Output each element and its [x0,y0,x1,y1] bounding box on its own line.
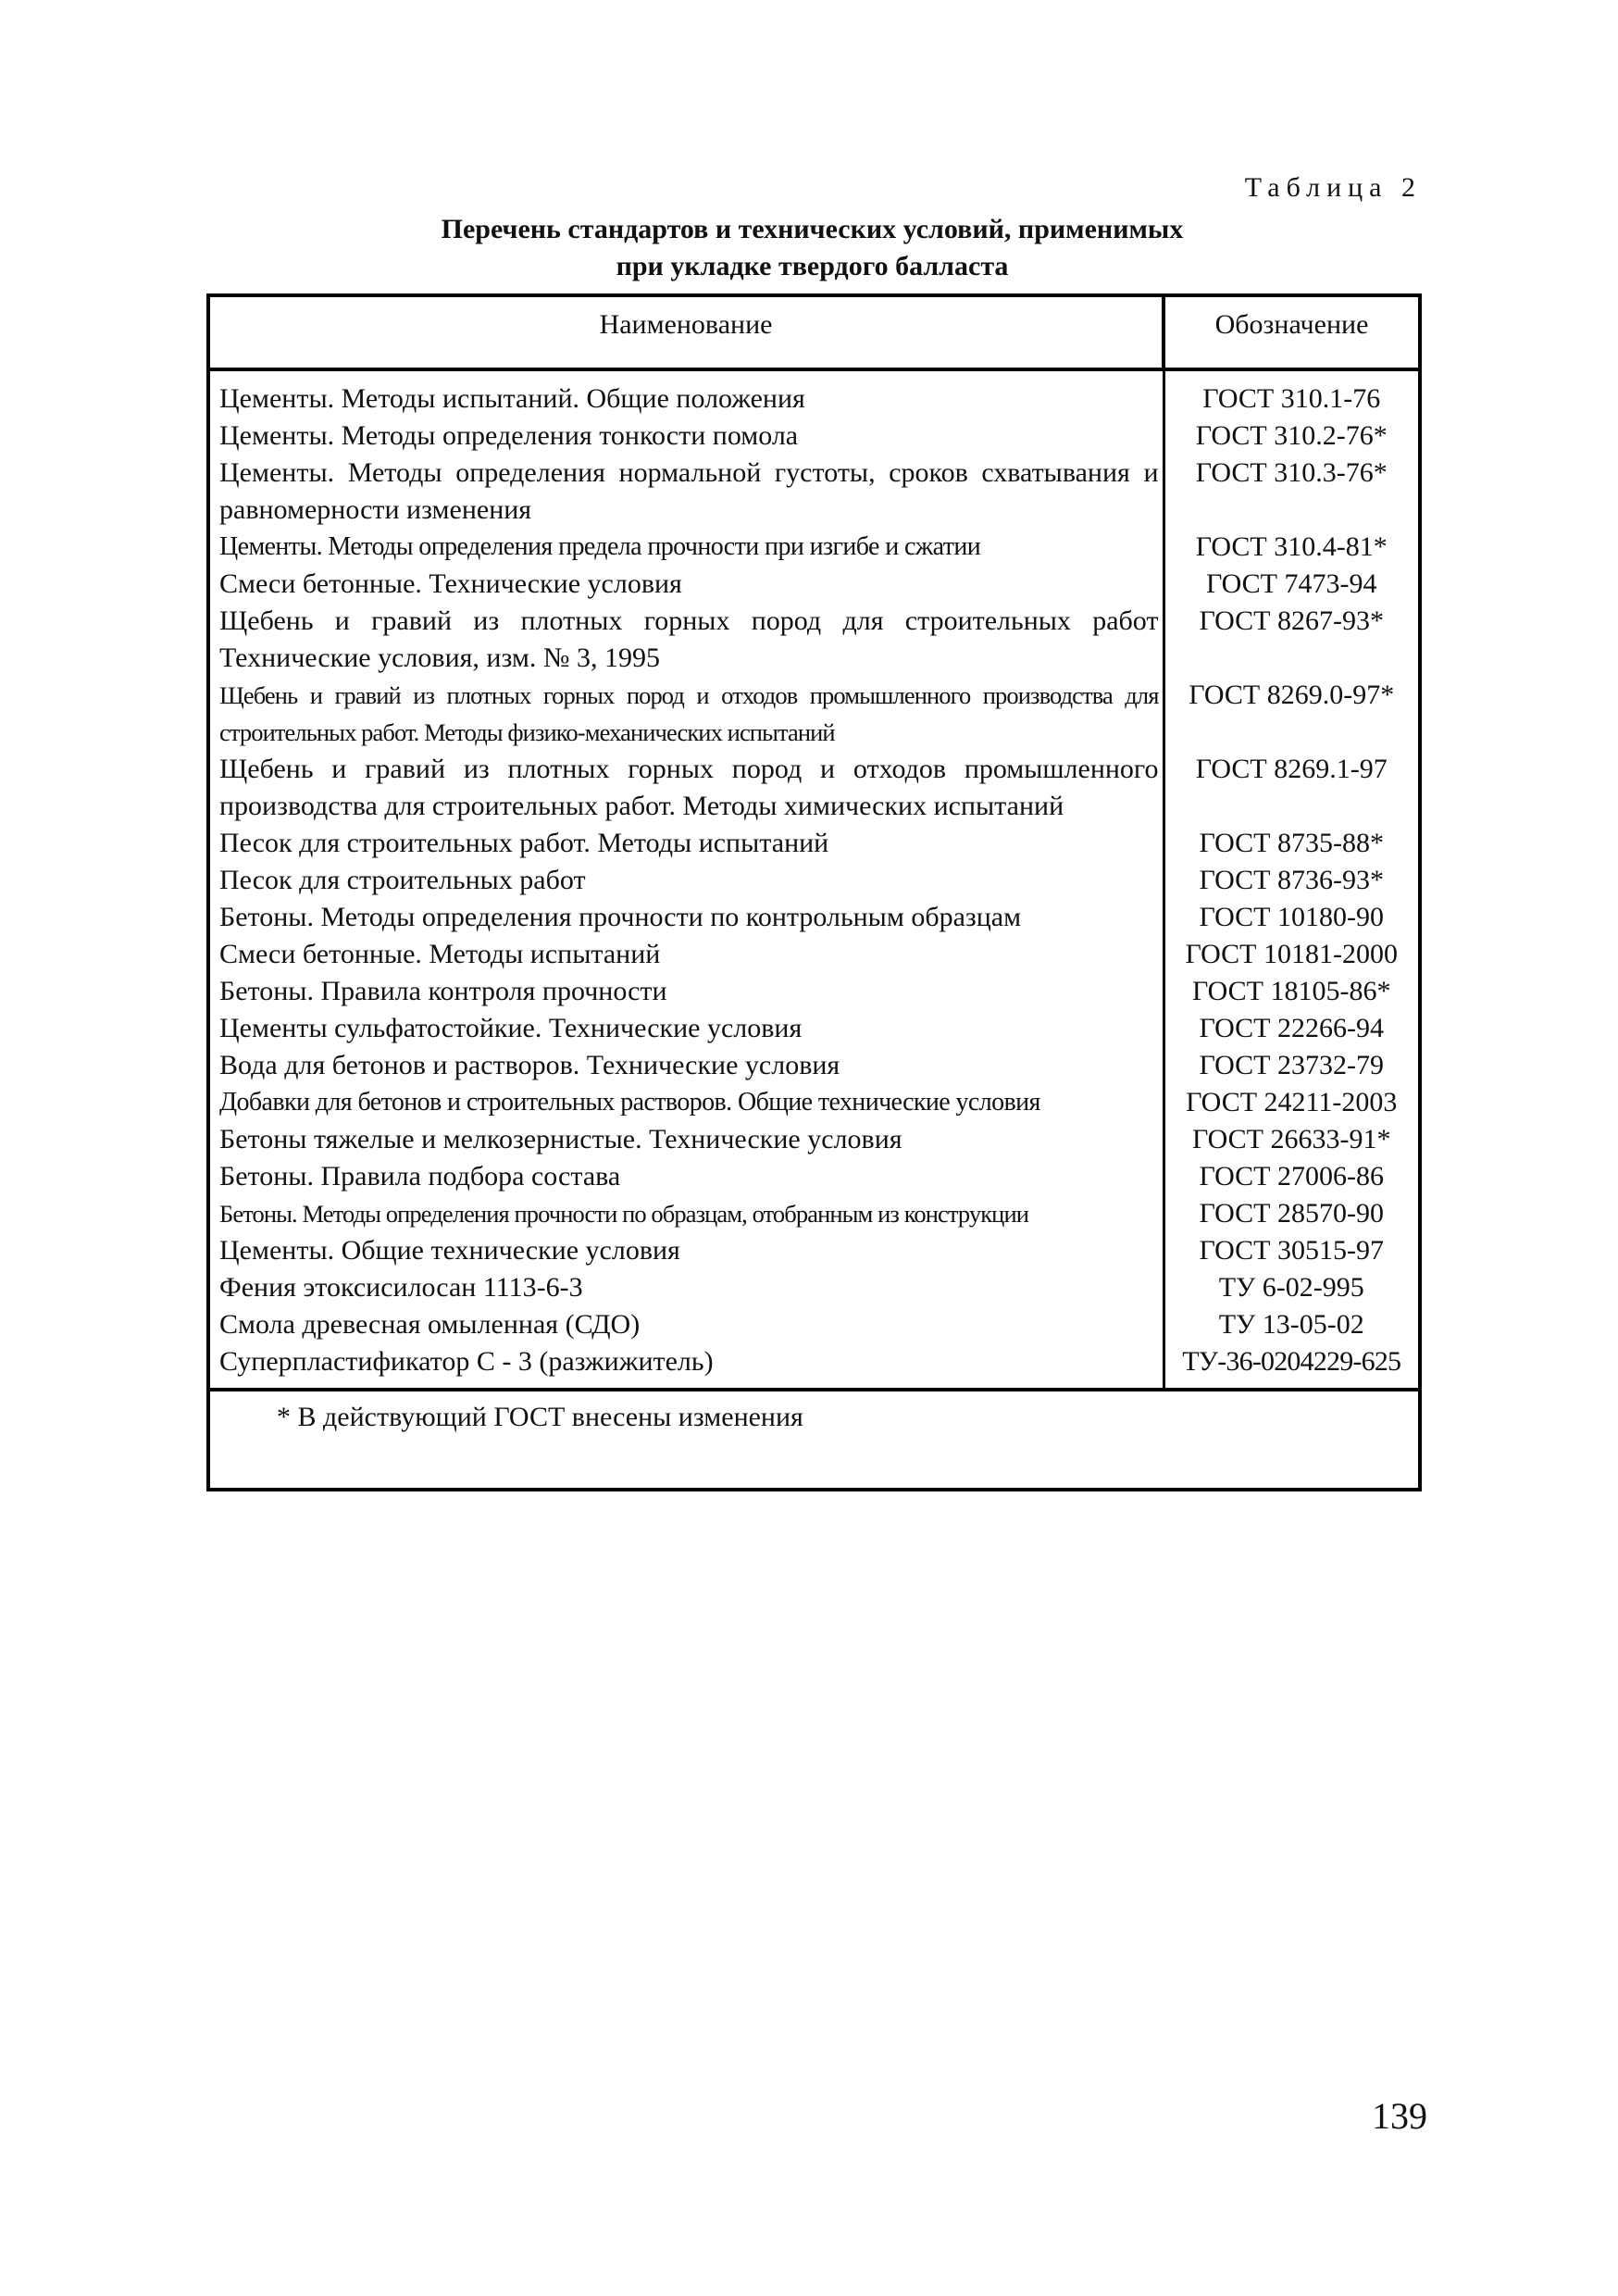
row-code: ГОСТ 310.4-81* [1164,529,1420,566]
table-row [208,1047,1420,1084]
table-title-line-1: Перечень стандартов и технических условий, применимых [441,214,1184,244]
row-code: ГОСТ 10181-2000 [1164,936,1420,973]
row-code: ГОСТ 18105-86* [1164,973,1420,1010]
table-header-row [208,295,1420,369]
header-code: Обозначение [1164,295,1420,369]
table-row [208,1084,1420,1121]
table-row [208,1195,1420,1232]
row-name: Смеси бетонные. Методы испытаний [208,936,1164,973]
table-row [208,1121,1420,1158]
row-code: ГОСТ 310.3-76* [1164,455,1420,529]
table-caption: Таблица 2 [1244,172,1422,203]
row-code: ГОСТ 8269.1-97 [1164,751,1420,825]
table-row [208,899,1420,936]
row-code: ГОСТ 8735-88* [1164,825,1420,862]
row-code: ТУ 6-02-995 [1164,1269,1420,1306]
table-body [208,369,1420,1390]
table-title [208,211,1416,285]
table-row [208,418,1420,455]
header-name: Наименование [208,295,1164,369]
footnote-row [208,1390,1420,1490]
row-name: Цементы. Методы определения тонкости помола [208,418,1164,455]
row-code: ГОСТ 8736-93* [1164,862,1420,899]
table-row [208,1306,1420,1343]
row-name: Цементы сульфатостойкие. Технические условия [208,1010,1164,1047]
row-code: ГОСТ 310.2-76* [1164,418,1420,455]
row-name: Щебень и гравий из плотных горных пород и отходов промышленного производства для строительных работ. Методы химических испытаний [208,751,1164,825]
table-row [208,566,1420,603]
table-row [208,1269,1420,1306]
table-row [208,369,1420,418]
row-code: ГОСТ 23732-79 [1164,1047,1420,1084]
row-code: ТУ 13-05-02 [1164,1306,1420,1343]
row-name: Бетоны. Методы определения прочности по контрольным образцам [208,899,1164,936]
table-row [208,1343,1420,1390]
row-name: Бетоны тяжелые и мелкозернистые. Технические условия [208,1121,1164,1158]
table-row [208,1158,1420,1195]
row-name: Бетоны. Методы определения прочности по образцам, отобранным из конструкции [208,1195,1164,1232]
row-code: ГОСТ 27006-86 [1164,1158,1420,1195]
row-code: ГОСТ 8267-93* [1164,603,1420,677]
row-name: Добавки для бетонов и строительных растворов. Общие технические условия [208,1084,1164,1121]
row-code: ГОСТ 310.1-76 [1164,369,1420,418]
table-row [208,862,1420,899]
row-name: Бетоны. Правила подбора состава [208,1158,1164,1195]
row-code: ГОСТ 22266-94 [1164,1010,1420,1047]
table-row [208,973,1420,1010]
row-code: ГОСТ 28570-90 [1164,1195,1420,1232]
row-code: ТУ-36-0204229-625 [1164,1343,1420,1390]
table-title-line-2: при укладке твердого балласта [616,251,1009,281]
table-row [208,825,1420,862]
page-number: 139 [1372,2095,1427,2137]
row-name: Бетоны. Правила контроля прочности [208,973,1164,1010]
row-name: Смеси бетонные. Технические условия [208,566,1164,603]
table-row [208,751,1420,825]
table-row [208,529,1420,566]
row-name: Смола древесная омыленная (СДО) [208,1306,1164,1343]
footnote: * В действующий ГОСТ внесены изменения [208,1390,1420,1490]
row-name: Фения этоксисилосан 1113-6-3 [208,1269,1164,1306]
row-code: ГОСТ 8269.0-97* [1164,677,1420,751]
row-code: ГОСТ 26633-91* [1164,1121,1420,1158]
standards-table [206,293,1422,1491]
row-name: Цементы. Методы испытаний. Общие положения [208,369,1164,418]
row-name: Песок для строительных работ. Методы испытаний [208,825,1164,862]
row-name: Щебень и гравий из плотных горных пород для строительных работ Технические условия, изм. № 3, 1995 [208,603,1164,677]
row-name: Цементы. Методы определения предела прочности при изгибе и сжатии [208,529,1164,566]
table-row [208,1010,1420,1047]
table-row [208,936,1420,973]
table-row [208,1232,1420,1269]
row-name: Щебень и гравий из плотных горных пород и отходов промышленного производства для строительных работ. Методы физико-механических испытаний [208,677,1164,751]
row-name: Цементы. Общие технические условия [208,1232,1164,1269]
row-code: ГОСТ 24211-2003 [1164,1084,1420,1121]
row-name: Суперпластификатор С - 3 (разжижитель) [208,1343,1164,1390]
table-row [208,677,1420,751]
row-code: ГОСТ 10180-90 [1164,899,1420,936]
row-code: ГОСТ 7473-94 [1164,566,1420,603]
row-name: Цементы. Методы определения нормальной густоты, сроков схватывания и равномерности изменения [208,455,1164,529]
table-row [208,603,1420,677]
row-name: Песок для строительных работ [208,862,1164,899]
table-row [208,455,1420,529]
row-code: ГОСТ 30515-97 [1164,1232,1420,1269]
row-name: Вода для бетонов и растворов. Технические условия [208,1047,1164,1084]
